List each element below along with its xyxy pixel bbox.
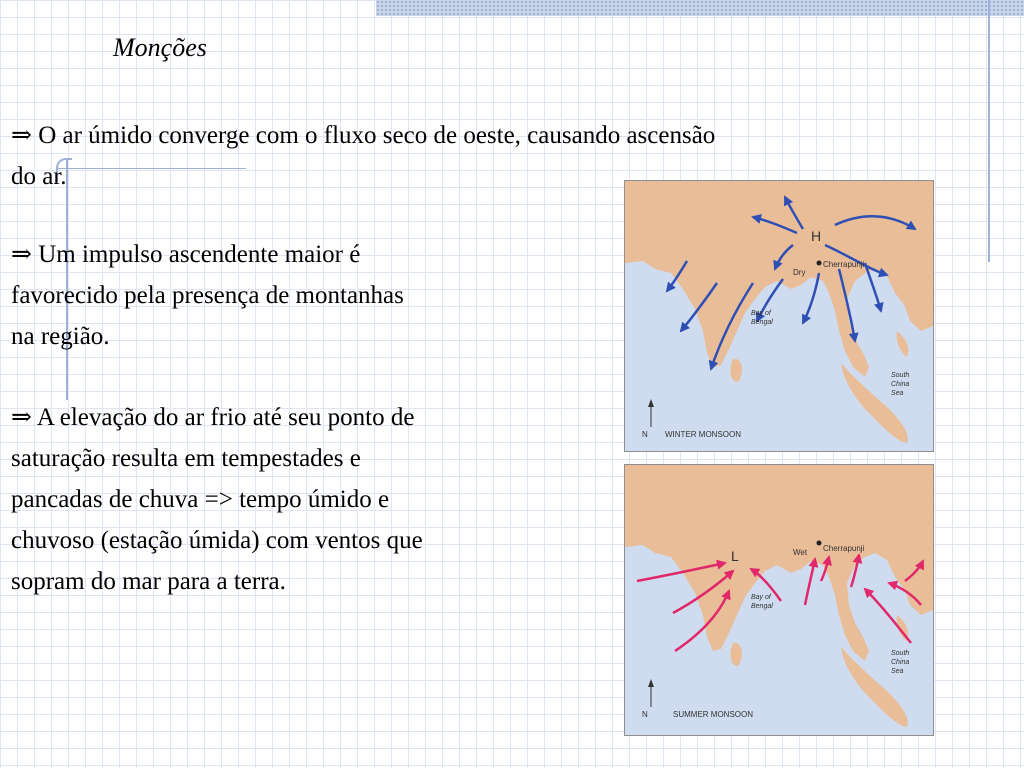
city-marker [817,261,822,266]
summer-monsoon-map [624,464,934,736]
land-mass [625,465,933,727]
winter-map-graphic [625,181,933,451]
bullet-paragraph-3 [11,397,591,602]
paragraph-line: A elevação do ar frio até seu ponto de [36,404,415,431]
winter-monsoon-map [624,180,934,452]
paragraph-line: saturação resulta em tempestades e [11,445,361,472]
north-arrow-head-icon [648,679,654,687]
slide-title: Monções [113,33,207,62]
sea-label: China [891,381,910,388]
wind-arrow [865,589,911,643]
sea-label: China [891,659,910,666]
paragraph-line: chuvoso (estação úmida) com ventos que [11,527,423,554]
map-caption: SUMMER MONSOON [673,710,753,719]
implies-arrow-icon: ⇒ [11,241,32,268]
map-caption: WINTER MONSOON [665,430,741,439]
paragraph-line: na região. [11,323,110,350]
city-marker [817,541,822,546]
north-label: N [642,710,648,719]
bullet-paragraph-2 [11,234,571,357]
high-pressure-label: H [811,228,822,244]
sea-label: South [891,650,910,657]
top-decorative-band [376,0,1024,16]
bay-label: Bay of [751,310,771,317]
sea-label: Sea [891,390,904,397]
paragraph-line: pancadas de chuva => tempo úmido e [11,486,390,513]
paragraph-line: sopram do mar para a terra. [11,568,286,595]
bay-label: Bengal [751,603,773,610]
paragraph-line: do ar. [11,163,67,190]
condition-label: Dry [793,268,806,277]
summer-map-graphic [625,465,933,735]
implies-arrow-icon: ⇒ [11,404,32,431]
city-label: Cherrapunji [823,544,865,553]
city-label: Cherrapunji [823,260,865,269]
implies-arrow-icon: ⇒ [11,122,32,149]
paragraph-line: favorecido pela presença de montanhas [11,282,404,309]
sea-label: South [891,372,910,379]
paragraph-line: Um impulso ascendente maior é [38,241,361,268]
wind-arrow [805,559,815,605]
sea-label: Sea [891,668,904,675]
wind-arrows [637,555,923,651]
north-label: N [642,430,648,439]
bay-label: Bengal [751,319,773,326]
paragraph-line: O ar úmido converge com o fluxo seco de oeste, causando ascensão [38,122,716,149]
land-mass [625,181,933,443]
bay-label: Bay of [751,594,771,601]
condition-label: Wet [793,548,808,557]
north-arrow-head-icon [648,399,654,407]
low-pressure-label: L [731,548,739,564]
